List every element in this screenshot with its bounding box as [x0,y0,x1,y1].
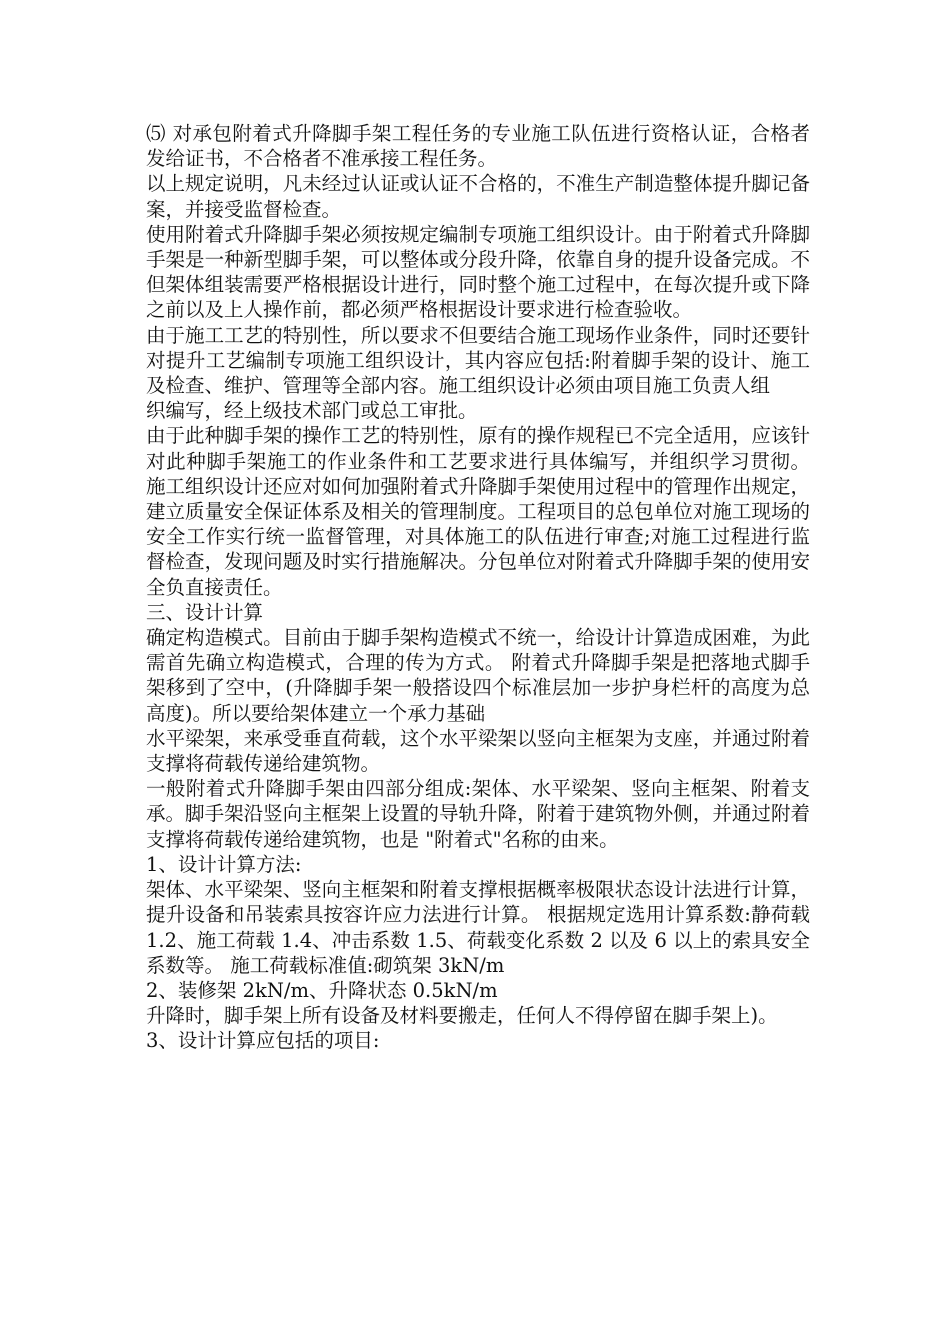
paragraph-approval: 织编写，经上级技术部门或总工审批。 [146,399,478,423]
paragraph-construction-design: 使用附着式升降脚手架必须按规定编制专项施工组织设计。由于附着式升降脚手架是一种新型脚手架，可以整体或分段升降，依靠自身的提升设备完成。不但架体组装需要严格根据设计进行，同时整个施工过程中，在每次提升或下降之前以及上人操作前，都必须严格根据设计要求进行检查验收。 [146,222,810,322]
paragraph-operating-rules: 由于此种脚手架的操作工艺的特别性，原有的操作规程已不完全适用，应该针对此种脚手架施工的作业条件和工艺要求进行具体编写，并组织学习贯彻。 施工组织设计还应对如何加强附着式升降脚手架使用过程中的管理作出规定，建立质量安全保证体系及相关的管理制度。工程项目的总包单位对施工现场的安全工作实行统一监督管理，对具体施工的队伍进行审查;对施工过程进行监督检查，发现问题及时实行措施解决。分包单位对附着式升降脚手架的使用安全负直接责任。 [146,424,810,599]
paragraph-regulation-note: 以上规定说明，凡未经过认证或认证不合格的，不准生产制造整体提升脚记备案，并接受监督检查。 [146,172,810,221]
subheading-calculation-items: 3、设计计算应包括的项目: [146,1029,380,1053]
paragraph-process-specialty: 由于施工工艺的特别性，所以要求不但要结合施工现场作业条件，同时还要针对提升工艺编制专项施工组织设计，其内容应包括:附着脚手架的设计、施工及检查、维护、管理等全部内容。施工组织设计必须由项目施工负责人组 [146,323,810,398]
paragraph-calculation-coefficients: 架体、水平梁架、竖向主框架和附着支撑根据概率极限状态设计法进行计算，提升设备和吊装索具按容许应力法进行计算。 根据规定选用计算系数:静荷载 1.2、施工荷载 1.4、冲击系数 1.5、荷载变化系数 2 以及 6 以上的索具安全系数等。 施工荷载标准值:砌筑架 3kN/m [146,878,810,977]
paragraph-structural-mode: 确定构造模式。目前由于脚手架构造模式不统一，给设计计算造成困难，为此需首先确立构造模式，合理的传为方式。 附着式升降脚手架是把落地式脚手架移到了空中，(升降脚手架一般搭设四个标准层加一步护身栏杆的高度为总高度)。所以要给架体建立一个承力基础 [146,626,810,725]
paragraph-lifting-rule: 升降时，脚手架上所有设备及材料要搬走，任何人不得停留在脚手架上)。 [146,1004,778,1028]
paragraph-horizontal-beam: 水平梁架，来承受垂直荷载，这个水平梁架以竖向主框架为支座，并通过附着支撑将荷载传递给建筑物。 [146,726,810,776]
subheading-calculation-method: 1、设计计算方法: [146,852,302,876]
paragraph-four-components: 一般附着式升降脚手架由四部分组成:架体、水平梁架、竖向主框架、附着支承。脚手架沿竖向主框架上设置的导轨升降，附着于建筑物外侧，并通过附着支撑将荷载传递给建筑物，也是 "附着式"名称的由来。 [146,777,810,851]
document-body [146,121,810,1054]
paragraph-load-values: 2、装修架 2kN/m、升降状态 0.5kN/m [146,978,498,1002]
section-heading-design-calculation: 三、设计计算 [146,600,264,624]
paragraph-qualification: ⑸ 对承包附着式升降脚手架工程任务的专业施工队伍进行资格认证，合格者发给证书，不合格者不准承接工程任务。 [146,122,810,171]
